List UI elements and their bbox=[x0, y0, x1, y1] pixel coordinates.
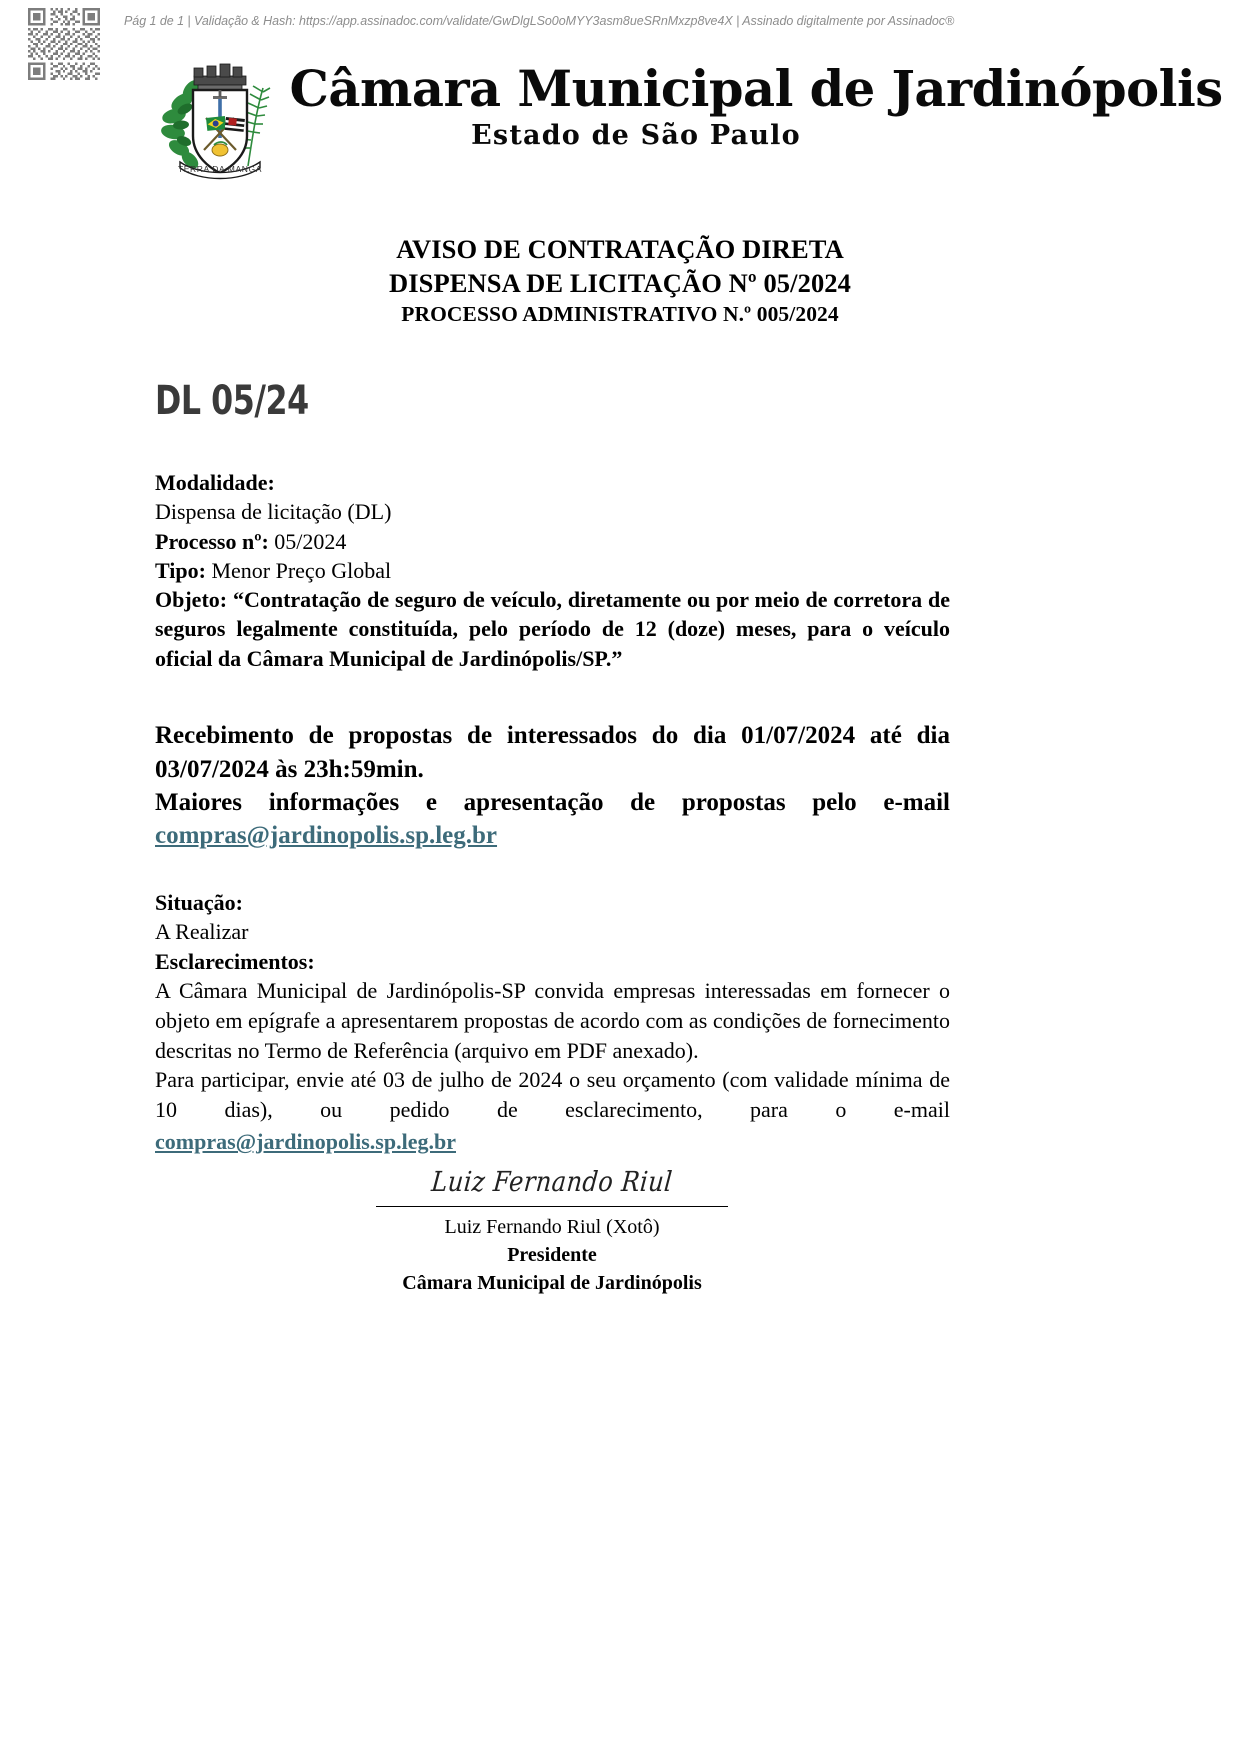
recebimento-paragraph: Recebimento de propostas de interessados do dia 01/07/2024 até dia 03/07/2024 às 23h:59min. bbox=[155, 721, 950, 783]
situacao-value: A Realizar bbox=[155, 919, 249, 945]
situacao-label: Situação: bbox=[155, 890, 243, 915]
tipo-value: Menor Preço Global bbox=[211, 557, 392, 583]
signature-block bbox=[376, 1165, 728, 1297]
letterhead bbox=[0, 52, 1241, 192]
signatory-name: Luiz Fernando Riul (Xotô) bbox=[444, 1216, 660, 1238]
dl-heading: DL 05/24 bbox=[155, 378, 309, 424]
objeto-label: Objeto: bbox=[155, 587, 228, 612]
objeto-paragraph bbox=[155, 585, 950, 673]
document-body bbox=[155, 378, 950, 1157]
esclarecimentos-paragraph-1: A Câmara Municipal de Jardinópolis-SP convida empresas interessadas em fornecer o objeto em epígrafe a apresentarem propostas de acordo com as condições de fornecimento descritas no Termo de Referência (arquivo em PDF anexado). bbox=[155, 977, 950, 1063]
validation-hash-text: Pág 1 de 1 | Validação & Hash: https://app.assinadoc.com/validate/GwDlgLSo0oMYY3asm8ueSRnMxzp8ve4X | Assinado digitalmente por Assinadoc® bbox=[124, 14, 955, 28]
processo-value: 05/2024 bbox=[274, 528, 347, 554]
signatory-role: Presidente bbox=[507, 1244, 597, 1266]
maiores-informacoes-paragraph: Maiores informações e apresentação de propostas pelo e-mail bbox=[155, 789, 950, 817]
processo-line bbox=[155, 527, 950, 556]
modalidade-value: Dispensa de licitação (DL) bbox=[155, 499, 392, 525]
document-title-block bbox=[155, 232, 1085, 329]
title-line-2: DISPENSA DE LICITAÇÃO Nº 05/2024 bbox=[388, 268, 852, 299]
email-link-secondary[interactable]: compras@jardinopolis.sp.leg.br bbox=[155, 1129, 456, 1155]
tipo-line bbox=[155, 556, 950, 585]
email-link-primary[interactable]: compras@jardinopolis.sp.leg.br bbox=[155, 822, 498, 849]
validation-header-bar bbox=[0, 0, 1241, 60]
tipo-label: Tipo: bbox=[155, 557, 206, 583]
modalidade-label-text: Modalidade: bbox=[155, 470, 275, 495]
objeto-value: “Contratação de seguro de veículo, diretamente ou por meio de corretora de seguros legalmente constituída, pelo período de 12 (doze) meses, para o veículo oficial da Câmara Municipal de Jardinópolis/SP.” bbox=[155, 587, 951, 671]
esclarecimentos-paragraph-2: Para participar, envie até 03 de julho de 2024 o seu orçamento (com validade mínima de 10 dias), ou pedido de esclarecimento, para o e-mail bbox=[155, 1067, 950, 1123]
signature-rule bbox=[376, 1206, 728, 1207]
organization-state: Estado de São Paulo bbox=[471, 120, 801, 151]
modalidade-label bbox=[155, 468, 950, 497]
esclarecimentos-label-row bbox=[155, 947, 950, 976]
signatory-organization: Câmara Municipal de Jardinópolis bbox=[402, 1272, 702, 1294]
organization-name: Câmara Municipal de Jardinópolis bbox=[289, 59, 1223, 118]
title-line-3: PROCESSO ADMINISTRATIVO N.º 005/2024 bbox=[401, 301, 839, 326]
esclarecimentos-label: Esclarecimentos: bbox=[155, 948, 315, 974]
organization-header bbox=[286, 59, 1223, 152]
situacao-section bbox=[155, 888, 950, 1157]
handwritten-signature: Luiz Fernando Riul bbox=[430, 1165, 674, 1199]
crest-caption: TERRA DA MANGA bbox=[178, 164, 262, 174]
title-line-1: AVISO DE CONTRATAÇÃO DIRETA bbox=[396, 234, 844, 264]
situacao-label-row bbox=[155, 888, 950, 917]
processo-label: Processo nº: bbox=[155, 528, 269, 554]
